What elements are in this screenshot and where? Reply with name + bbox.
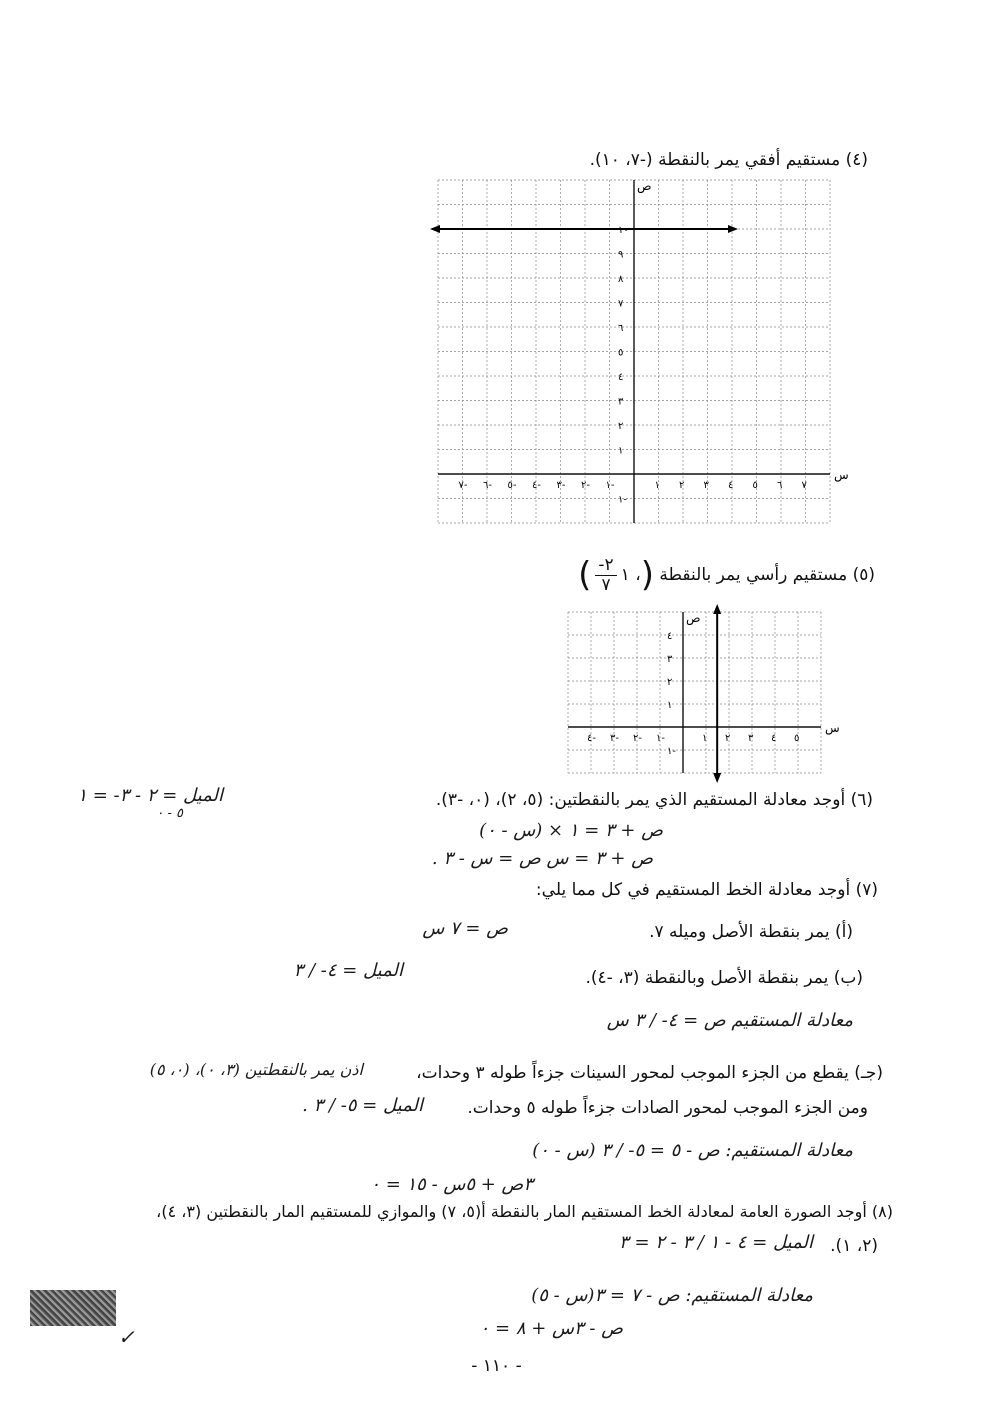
q6-hw-line2: ص + ٣ = ١ × (س - ٠) [479, 820, 663, 841]
q4-x-tick: ٦- [483, 480, 492, 491]
q4-y-tick: ٨ [618, 274, 624, 285]
q4-y-tick: ٢ [618, 421, 624, 432]
q6-hw-slope-den: ٥ - ٠ [156, 806, 183, 821]
q5-point-rest: ، ١ [620, 565, 641, 585]
q5-y-axis-label: ص [686, 611, 701, 625]
q7-c-hw2: الميل = ٥- / ٣ . [302, 1095, 423, 1116]
q5-y-tick: ٤ [667, 631, 673, 642]
q4-x-tick: ١- [605, 480, 615, 491]
q5-label [578, 555, 875, 595]
q6-label: (٦) أوجد معادلة المستقيم الذي يمر بالنقطتين: (٥، ٢)، (٠، -٣). [435, 790, 873, 810]
q5-x-tick: ٣- [610, 733, 619, 744]
q6-hw-slope-text: الميل = ٢ - ٣- = ١ [77, 785, 223, 806]
q5-x-tick: ٢- [633, 733, 642, 744]
q7-a-label: (أ) يمر بنقطة الأصل وميله ٧. [649, 922, 853, 942]
q5-x-tick: ٢ [725, 733, 731, 744]
q8-hw3: ص - ٣س + ٨ = ٠ [479, 1318, 623, 1339]
q4-y-tick: ٥ [618, 347, 624, 359]
q7-c-hw: اذن يمر بالنقطتين (٣، ٠)، (٠، ٥) [149, 1060, 363, 1079]
q4-y-tick: ٤ [618, 372, 624, 383]
scan-stamp [30, 1290, 116, 1326]
q7-c-hw3: معادلة المستقيم: ص - ٥ = ٥- / ٣ (س - ٠) [532, 1140, 853, 1161]
q8-label2: (٢، ١). [830, 1236, 878, 1256]
q7-c-hw4: ٣ص + ٥س - ١٥ = ٠ [370, 1174, 533, 1195]
q7-label: (٧) أوجد معادلة الخط المستقيم في كل مما يلي: [535, 880, 878, 900]
q7-c-label2: ومن الجزء الموجب لمحور الصادات جزءاً طوله ٥ وحدات. [467, 1098, 868, 1118]
q7-b-hw: الميل = ٤- / ٣ [293, 960, 403, 981]
q5-close-paren: ) [578, 555, 592, 595]
q4-x-tick: ٣- [556, 480, 566, 491]
q5-y-tick: ١- [667, 746, 676, 757]
q7-a-hw: ص = ٧ س [422, 918, 508, 939]
q5-point-num: ٢- [595, 556, 616, 576]
q4-y-tick: ١٠ [618, 225, 629, 236]
q8-label: (٨) أوجد الصورة العامة لمعادلة الخط المستقيم المار بالنقطة أ(٥، ٧) والموازي للمستقيم المار بالنقطتين (٣، ٤)، [156, 1202, 893, 1221]
q7-b-label: (ب) يمر بنقطة الأصل وبالنقطة (٣، -٤). [585, 968, 863, 988]
q4-y-tick: ١- [618, 494, 627, 506]
q5-x-tick: ٣ [748, 733, 754, 744]
q4-y-tick: ٦ [618, 323, 624, 334]
q5-point-fraction [595, 556, 616, 594]
q5-label-text: (٥) مستقيم رأسي يمر بالنقطة [659, 565, 875, 585]
q4-label: (٤) مستقيم أفقي يمر بالنقطة (-٧، ١٠). [589, 150, 868, 170]
q4-y-axis-label: ص [637, 179, 652, 193]
q5-point-den: ٧ [601, 574, 611, 595]
q5-open-paren: ( [640, 555, 654, 595]
q8-hw1: الميل = ٤ - ١ / ٣ - ٢ = ٣ [619, 1232, 813, 1253]
q4-line-arrow-right [728, 225, 738, 233]
q4-y-tick: ٩ [618, 249, 624, 261]
q5-y-tick: ١ [667, 700, 673, 711]
q5-y-tick: ٣ [667, 654, 673, 665]
q4-x-tick: ٢ [679, 480, 685, 491]
page-number: - ١١٠ - [471, 1356, 522, 1376]
q4-x-axis-label: س [834, 468, 849, 482]
q6-hw-slope [77, 785, 223, 821]
q4-x-tick: ٤ [728, 480, 734, 491]
q4-y-tick: ٧ [618, 298, 624, 310]
q5-x-tick: ١- [656, 733, 665, 744]
q5-x-axis-label: س [825, 721, 840, 735]
q4-y-tick: ١ [618, 445, 624, 457]
q4-x-tick: ٥ [752, 480, 758, 491]
q8-hw2: معادلة المستقيم: ص - ٧ = ٣(س - ٥) [531, 1285, 813, 1306]
q4-x-tick: ٢- [581, 480, 590, 491]
q5-line-arrow-down [713, 773, 721, 783]
q4-x-tick: ٦ [777, 480, 783, 491]
q7-c-label: (جـ) يقطع من الجزء الموجب لمحور السينات جزءاً طوله ٣ وحدات، [416, 1063, 883, 1083]
q4-x-tick: ٣ [703, 480, 709, 491]
q5-line-arrow-up [713, 604, 721, 614]
q4-x-tick: ٤- [532, 480, 541, 491]
q4-x-tick: ٧- [458, 480, 468, 491]
q5-x-tick: ١ [702, 733, 708, 744]
q5-x-tick: ٤- [587, 733, 596, 744]
q5-y-tick: ٢ [667, 677, 673, 688]
check-mark: ✓ [118, 1325, 135, 1349]
q6-hw-line3: ص + ٣ = س ص = س - ٣ . [431, 848, 653, 869]
q4-x-tick: ٧ [801, 480, 807, 491]
q4-y-tick: ٣ [618, 396, 624, 408]
q4-x-tick: ١ [654, 480, 660, 491]
q5-x-tick: ٥ [794, 733, 800, 744]
q4-x-tick: ٥- [507, 480, 517, 491]
q5-x-tick: ٤ [771, 733, 777, 744]
q4-line-arrow-left [430, 225, 440, 233]
q7-b-hw2: معادلة المستقيم ص = ٤- / ٣ س [606, 1010, 853, 1031]
